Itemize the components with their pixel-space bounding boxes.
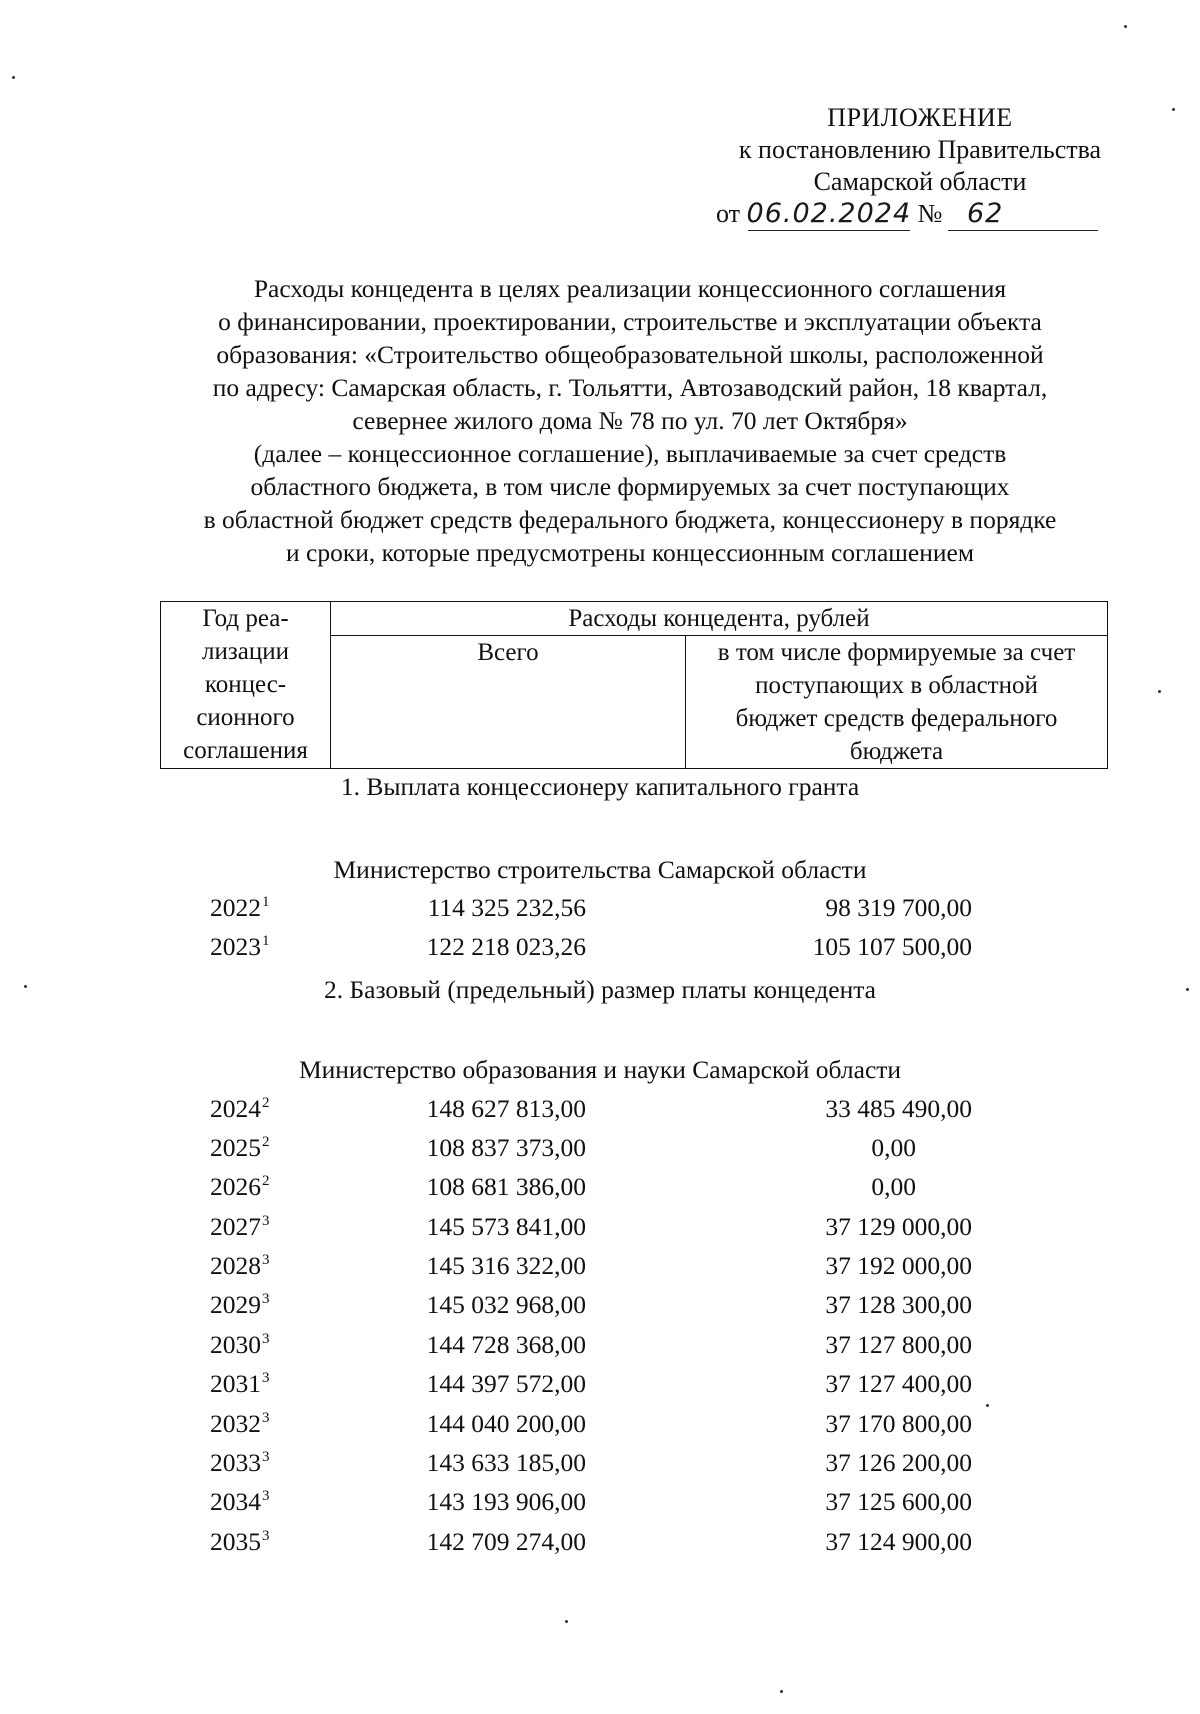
table-row <box>0 1290 1200 1326</box>
scan-speck <box>12 76 15 79</box>
number-underline <box>948 230 1098 231</box>
header-federal-cell <box>686 636 1108 769</box>
header-federal-text: в том числе формируемые за счет <box>717 639 1076 666</box>
heading-line: Расходы концедента в целях реализации концессионного соглашения <box>253 274 1007 303</box>
scan-speck <box>1172 108 1175 111</box>
scan-speck <box>1124 25 1127 28</box>
header-year-text: концес- <box>204 671 287 698</box>
table-row <box>0 1330 1200 1366</box>
row-federal: 0,00 <box>871 1133 916 1162</box>
row-total: 144 728 368,00 <box>426 1330 586 1359</box>
row-year: 2029$^3$ <box>210 1290 270 1319</box>
heading-line: севернее жилого дома № 78 по ул. 70 лет Октября» <box>352 406 908 435</box>
table-row <box>0 1448 1200 1484</box>
row-total: 145 032 968,00 <box>426 1290 586 1319</box>
scan-speck <box>1158 690 1161 693</box>
row-year: 2034$^3$ <box>210 1487 270 1516</box>
section-2-title: 2. Базовый (предельный) размер платы концедента <box>323 975 876 1004</box>
header-year-text: Год реа- <box>202 605 289 632</box>
table-row <box>0 1094 1200 1130</box>
header-federal-text: бюджета <box>849 738 944 765</box>
row-year: 2030$^3$ <box>210 1330 270 1359</box>
table-row <box>0 1212 1200 1248</box>
row-year: 2031$^3$ <box>210 1369 270 1398</box>
header-year-text: соглашения <box>183 737 308 764</box>
row-federal: 37 129 000,00 <box>825 1212 972 1241</box>
heading-line: (далее – концессионное соглашение), выплачиваемые за счет средств <box>253 439 1007 468</box>
header-group-cell: Расходы концедента, рублей <box>331 602 1108 636</box>
row-federal: 37 170 800,00 <box>825 1409 972 1438</box>
table-header <box>160 601 1108 769</box>
heading-line: областного бюджета, в том числе формируемых за счет поступающих <box>250 472 1010 501</box>
row-federal: 37 192 000,00 <box>825 1251 972 1280</box>
appendix-block <box>690 102 1150 234</box>
row-total: 145 573 841,00 <box>426 1212 586 1241</box>
table-row <box>0 893 1200 929</box>
appendix-title: ПРИЛОЖЕНИЕ <box>827 103 1013 132</box>
heading-line: по адресу: Самарская область, г. Тольятти, Автозаводский район, 18 квартал, <box>212 373 1048 402</box>
handwritten-date: 06.02.2024 <box>746 198 912 229</box>
handwritten-number: 62 <box>966 198 1004 229</box>
row-federal: 37 125 600,00 <box>825 1487 972 1516</box>
header-year-cell <box>161 602 331 769</box>
header-year-text: сионного <box>196 704 295 731</box>
row-year: 2022$^1$ <box>210 893 270 922</box>
row-year: 2035$^3$ <box>210 1527 270 1556</box>
row-year: 2026$^2$ <box>210 1172 270 1201</box>
appendix-line-1: к постановлению Правительства <box>738 135 1102 164</box>
header-federal-text: поступающих в областной <box>755 672 1038 699</box>
row-year: 2028$^3$ <box>210 1251 270 1280</box>
table-row <box>0 1369 1200 1405</box>
row-federal: 37 127 400,00 <box>825 1369 972 1398</box>
header-year-text: лизации <box>202 638 289 665</box>
row-year: 2027$^3$ <box>210 1212 270 1241</box>
scan-speck <box>780 1690 783 1693</box>
row-total: 143 633 185,00 <box>426 1448 586 1477</box>
row-total: 144 397 572,00 <box>426 1369 586 1398</box>
date-prefix: от <box>716 199 741 228</box>
table-row <box>0 1251 1200 1287</box>
row-year: 2025$^2$ <box>210 1133 270 1162</box>
row-total: 114 325 232,56 <box>427 893 586 922</box>
row-federal: 37 128 300,00 <box>825 1290 972 1319</box>
row-federal: 37 124 900,00 <box>825 1527 972 1556</box>
heading-line: о финансировании, проектировании, строительстве и эксплуатации объекта <box>218 307 1042 336</box>
date-underline <box>748 230 910 231</box>
row-federal: 0,00 <box>871 1172 916 1201</box>
row-total: 122 218 023,26 <box>426 932 586 961</box>
row-total: 148 627 813,00 <box>426 1094 586 1123</box>
table-row <box>0 932 1200 968</box>
scan-speck <box>24 985 27 988</box>
row-year: 2032$^3$ <box>210 1409 270 1438</box>
section-2-ministry: Министерство образования и науки Самарской области <box>298 1055 902 1084</box>
heading-line: в областной бюджет средств федерального бюджета, концессионеру в порядке <box>203 505 1057 534</box>
row-federal: 37 126 200,00 <box>825 1448 972 1477</box>
scan-speck <box>1186 988 1189 991</box>
row-total: 145 316 322,00 <box>426 1251 586 1280</box>
header-federal-text: бюджет средств федерального <box>735 705 1058 732</box>
table-row <box>0 1487 1200 1523</box>
heading-line: образования: «Строительство общеобразовательной школы, расположенной <box>216 340 1044 369</box>
scan-speck <box>986 1404 989 1407</box>
section-1-ministry: Министерство строительства Самарской области <box>333 855 867 884</box>
number-prefix: № <box>917 199 943 228</box>
header-total-cell: Всего <box>331 636 686 769</box>
appendix-line-2: Самарской области <box>813 167 1027 196</box>
row-federal: 33 485 490,00 <box>825 1094 972 1123</box>
row-federal: 37 127 800,00 <box>825 1330 972 1359</box>
row-total: 108 837 373,00 <box>426 1133 586 1162</box>
document-heading <box>140 272 1120 569</box>
order-date-number <box>690 198 1150 234</box>
section-1-title: 1. Выплата концессионеру капитального гранта <box>340 772 860 801</box>
table-row <box>0 1172 1200 1208</box>
row-year: 2023$^1$ <box>210 932 270 961</box>
row-federal: 105 107 500,00 <box>812 932 972 961</box>
row-year: 2024$^2$ <box>210 1094 270 1123</box>
row-federal: 98 319 700,00 <box>825 893 972 922</box>
table-row <box>0 1133 1200 1169</box>
row-year: 2033$^3$ <box>210 1448 270 1477</box>
scan-speck <box>565 1620 568 1623</box>
table-row <box>0 1409 1200 1445</box>
table-row <box>0 1527 1200 1563</box>
row-total: 108 681 386,00 <box>426 1172 586 1201</box>
row-total: 142 709 274,00 <box>426 1527 586 1556</box>
row-total: 144 040 200,00 <box>426 1409 586 1438</box>
heading-line: и сроки, которые предусмотрены концессионным соглашением <box>286 538 974 567</box>
row-total: 143 193 906,00 <box>426 1487 586 1516</box>
